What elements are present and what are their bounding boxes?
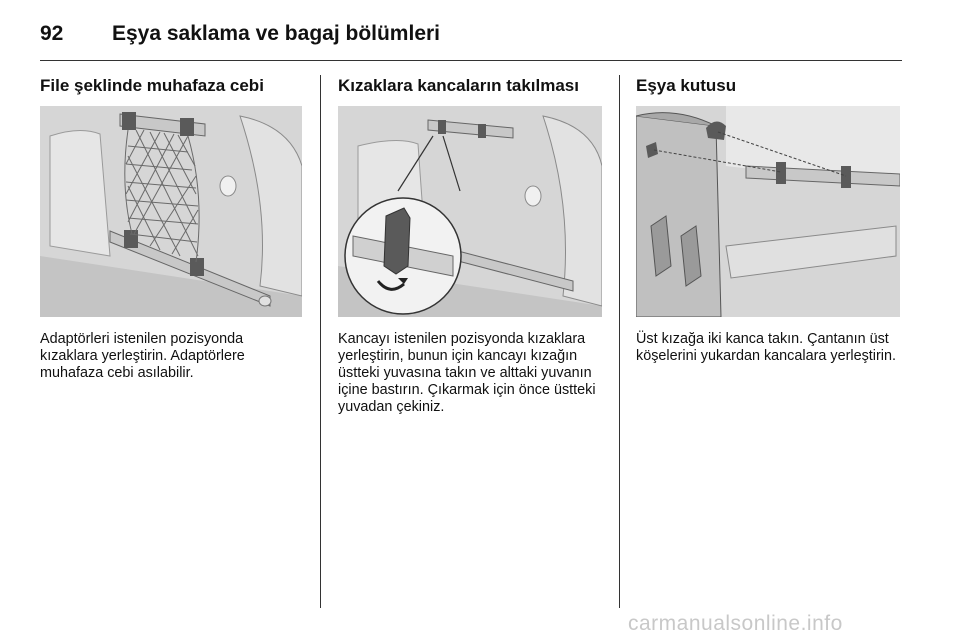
page-title: Eşya saklama ve bagaj bölümleri — [112, 22, 441, 45]
section-storage-box — [636, 76, 900, 364]
section-heading: Kızaklara kancaların takılması — [338, 76, 579, 95]
page-header — [40, 18, 902, 60]
rail-hook-illustration — [338, 106, 602, 317]
storage-net-illustration — [40, 106, 302, 317]
header-divider — [40, 60, 902, 61]
watermark-text: carmanualsonline.info — [628, 612, 843, 635]
page-number: 92 — [40, 22, 64, 45]
column-divider — [320, 75, 321, 608]
section-heading: Eşya kutusu — [636, 76, 737, 95]
section-caption: Kancayı istenilen pozisyonda kızaklara yerleştirin, bunun için kancayı kızağın üstteki yuvasına takın ve alttaki yuvanın içine bastırın. Çıkarmak için önce üstteki yuvadan çekiniz. — [338, 331, 596, 415]
section-rail-hooks — [338, 76, 602, 415]
section-heading: File şeklinde muhafaza cebi — [40, 76, 264, 95]
section-caption: Üst kızağa iki kanca takın. Çantanın üst köşelerini yukardan kancalara yerleştirin. — [636, 331, 896, 364]
storage-box-illustration — [636, 106, 900, 317]
section-storage-net — [40, 76, 302, 381]
section-caption: Adaptörleri istenilen pozisyonda kızaklara yerleştirin. Adaptörlere muhafaza cebi asılabilir. — [40, 331, 245, 381]
column-divider — [619, 75, 620, 608]
